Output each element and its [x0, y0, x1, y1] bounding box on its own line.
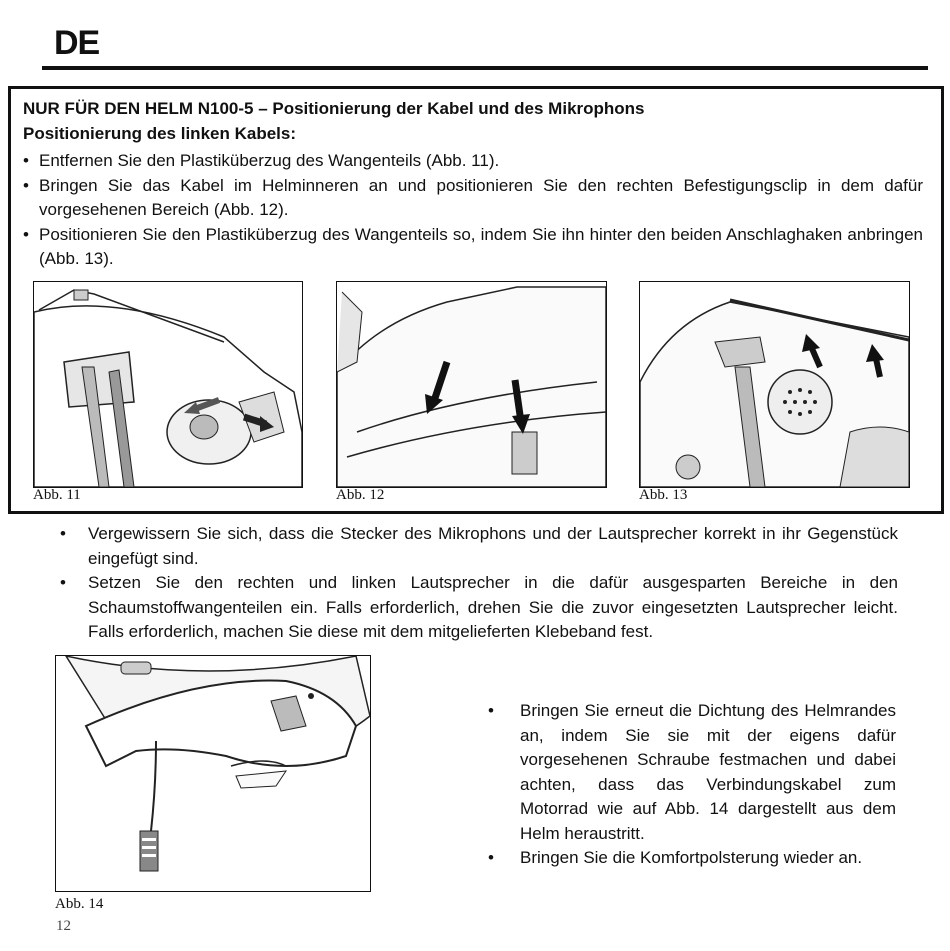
figure-13 [639, 281, 910, 488]
language-heading: DE [54, 24, 100, 62]
helmet-rim-cable-illustration-icon [56, 656, 370, 891]
figure-13-caption: Abb. 13 [639, 487, 688, 503]
list-item: • Entfernen Sie den Plastiküberzug des Wangenteils (Abb. 11). [23, 149, 923, 174]
figure-11 [33, 281, 303, 488]
heading-rule [42, 66, 928, 70]
box-bullet-list [23, 149, 923, 272]
list-item: • Bringen Sie das Kabel im Helminneren an und positionieren Sie den rechten Befestigungsclip in dem dafür vorgesehenen Bereich (Abb. 12). [23, 174, 923, 223]
list-item: • Vergewissern Sie sich, dass die Stecker des Mikrophons und der Lautsprecher korrekt in ihr Gegenstück eingefügt sind. [60, 522, 898, 571]
middle-bullet-list [60, 522, 898, 645]
helmet-hooks-speaker-illustration-icon [640, 282, 909, 487]
list-item: • Bringen Sie erneut die Dichtung des Helmrandes an, indem Sie sie mit der eigens dafür vorgesehenen Schraube festmachen und dabei achten, dass das Verbindungskabel zum Motorrad wie auf Abb. 14 dargestellt aus dem Helm heraustritt. [488, 699, 896, 846]
figure-14 [55, 655, 371, 892]
right-bullet-list [488, 699, 896, 871]
page-number: 12 [56, 918, 71, 934]
box-title: NUR FÜR DEN HELM N100-5 – Positionierung der Kabel und des Mikrophons [23, 99, 645, 118]
figure-12-caption: Abb. 12 [336, 487, 385, 503]
figure-14-caption: Abb. 14 [55, 896, 104, 912]
figure-11-caption: Abb. 11 [33, 487, 81, 503]
figure-12 [336, 281, 607, 488]
helmet-interior-clip-illustration-icon [337, 282, 606, 487]
list-item: • Positionieren Sie den Plastiküberzug des Wangenteils so, indem Sie ihn hinter den beiden Anschlaghaken anbringen (Abb. 13). [23, 223, 923, 272]
list-item: • Bringen Sie die Komfortpolsterung wieder an. [488, 846, 896, 871]
helmet-cheekpad-cover-illustration-icon [34, 282, 302, 487]
box-subtitle: Positionierung des linken Kabels: [23, 124, 296, 143]
list-item: • Setzen Sie den rechten und linken Lautsprecher in die dafür ausgesparten Bereiche in den Schaumstoffwangenteilen ein. Falls erforderlich, drehen Sie die zuvor eingesetzten Lautsprecher leicht. Falls erforderlich, machen Sie diese mit dem mitgelieferten Klebeband fest. [60, 571, 898, 645]
